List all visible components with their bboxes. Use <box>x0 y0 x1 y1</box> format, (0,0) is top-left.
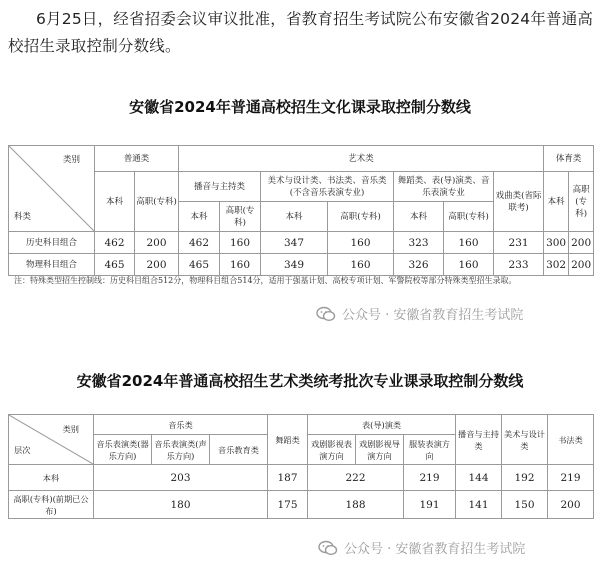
watermark <box>318 538 525 557</box>
corner-category-label: 类别 <box>62 155 80 165</box>
art-major-score-table <box>8 414 594 519</box>
header-fineart-gz: 高职(专科) <box>328 202 394 232</box>
header-dance: 舞蹈类、表(导)演类、音乐表演专业 <box>394 172 494 202</box>
score-cell: 200 <box>135 254 179 276</box>
table-row <box>9 465 594 491</box>
header-broadcast-gz: 高职(专科) <box>220 202 261 232</box>
watermark-text: 公众号 · 安徽省教育招生考试院 <box>344 542 526 557</box>
score-cell: 326 <box>394 254 444 276</box>
score-cell: 465 <box>179 254 220 276</box>
score-cell: 233 <box>494 254 544 276</box>
score-cell: 231 <box>494 232 544 254</box>
score-cell: 462 <box>179 232 220 254</box>
wechat-icon <box>318 540 338 556</box>
score-cell: 462 <box>95 232 135 254</box>
header-calligraphy: 书法类 <box>548 415 594 465</box>
score-cell: 160 <box>328 232 394 254</box>
score-cell: 191 <box>404 491 456 519</box>
score-cell: 192 <box>502 465 548 491</box>
header-sports-gz: 高职(专科) <box>569 172 594 232</box>
header-art: 艺术类 <box>179 146 544 172</box>
header-fineart: 美术与设计类 <box>502 415 548 465</box>
header-perform-c: 服装表演方向 <box>404 435 456 465</box>
header-broadcast: 播音与主持类 <box>456 415 502 465</box>
score-cell: 160 <box>444 232 494 254</box>
row-label: 历史科目组合 <box>9 232 95 254</box>
score-cell: 141 <box>456 491 502 519</box>
header-dance-gz: 高职(专科) <box>444 202 494 232</box>
header-regular-gz: 高职(专科) <box>135 172 179 232</box>
score-cell: 323 <box>394 232 444 254</box>
score-cell: 200 <box>548 491 594 519</box>
row-label: 高职(专科)(前期已公布) <box>9 491 94 519</box>
table2-title: 安徽省2024年普通高校招生艺术类统考批次专业课录取控制分数线 <box>76 372 524 390</box>
score-cell: 187 <box>268 465 308 491</box>
header-fineart-bk: 本科 <box>261 202 328 232</box>
score-cell: 150 <box>502 491 548 519</box>
score-cell: 175 <box>268 491 308 519</box>
table2-corner-cell <box>9 415 94 465</box>
score-cell: 200 <box>135 232 179 254</box>
score-cell: 219 <box>548 465 594 491</box>
score-cell: 219 <box>404 465 456 491</box>
score-cell: 465 <box>95 254 135 276</box>
header-fineart: 美术与设计类、书法类、音乐类(不含音乐表演专业) <box>261 172 394 202</box>
score-cell: 203 <box>94 465 268 491</box>
score-cell: 347 <box>261 232 328 254</box>
table1-title: 安徽省2024年普通高校招生文化课录取控制分数线 <box>129 98 471 116</box>
score-cell: 160 <box>220 232 261 254</box>
score-cell: 222 <box>308 465 404 491</box>
header-sports-bk: 本科 <box>544 172 569 232</box>
table-row <box>9 254 594 276</box>
header-perform: 表(导)演类 <box>308 415 456 435</box>
header-dance-bk: 本科 <box>394 202 444 232</box>
score-cell: 200 <box>569 254 594 276</box>
score-cell: 180 <box>94 491 268 519</box>
corner-subject-label: 科类 <box>14 212 32 222</box>
score-cell: 160 <box>220 254 261 276</box>
watermark <box>316 304 523 323</box>
header-broadcast: 播音与主持类 <box>179 172 261 202</box>
watermark-text: 公众号 · 安徽省教育招生考试院 <box>342 308 524 323</box>
header-music-voice: 音乐表演类(声乐方向) <box>152 435 210 465</box>
table1-note: 注：特殊类型招生控制线：历史科目组合512分，物理科目组合514分，适用于强基计划、高校专项计划、军警院校等部分特殊类型招生录取。 <box>14 276 517 285</box>
header-perform-a: 戏剧影视表演方向 <box>308 435 356 465</box>
score-cell: 302 <box>544 254 569 276</box>
score-cell: 188 <box>308 491 404 519</box>
corner-level-label: 层次 <box>14 445 31 455</box>
header-sports: 体育类 <box>544 146 594 172</box>
header-perform-b: 戏剧影视导演方向 <box>356 435 404 465</box>
score-cell: 300 <box>544 232 569 254</box>
header-dance: 舞蹈类 <box>268 415 308 465</box>
score-cell: 144 <box>456 465 502 491</box>
intro-paragraph: 6月25日，经省招委会议审议批准，省教育招生考试院公布安徽省2024年普通高校招生录取控制分数线。 <box>8 10 594 55</box>
header-regular-bk: 本科 <box>95 172 135 232</box>
corner-category-label: 类别 <box>62 424 79 434</box>
table-row <box>9 232 594 254</box>
header-music-instr: 音乐表演类(器乐方向) <box>94 435 152 465</box>
row-label: 物理科目组合 <box>9 254 95 276</box>
score-cell: 349 <box>261 254 328 276</box>
table-row <box>9 491 594 519</box>
score-cell: 160 <box>328 254 394 276</box>
header-opera: 戏曲类(省际联考) <box>494 172 544 232</box>
table1-corner-cell <box>9 146 95 232</box>
header-broadcast-bk: 本科 <box>179 202 220 232</box>
wechat-icon <box>316 306 336 322</box>
culture-score-table <box>8 145 594 276</box>
row-label: 本科 <box>9 465 94 491</box>
header-music: 音乐类 <box>94 415 268 435</box>
header-regular: 普通类 <box>95 146 179 172</box>
score-cell: 160 <box>444 254 494 276</box>
header-music-edu: 音乐教育类 <box>210 435 268 465</box>
score-cell: 200 <box>569 232 594 254</box>
